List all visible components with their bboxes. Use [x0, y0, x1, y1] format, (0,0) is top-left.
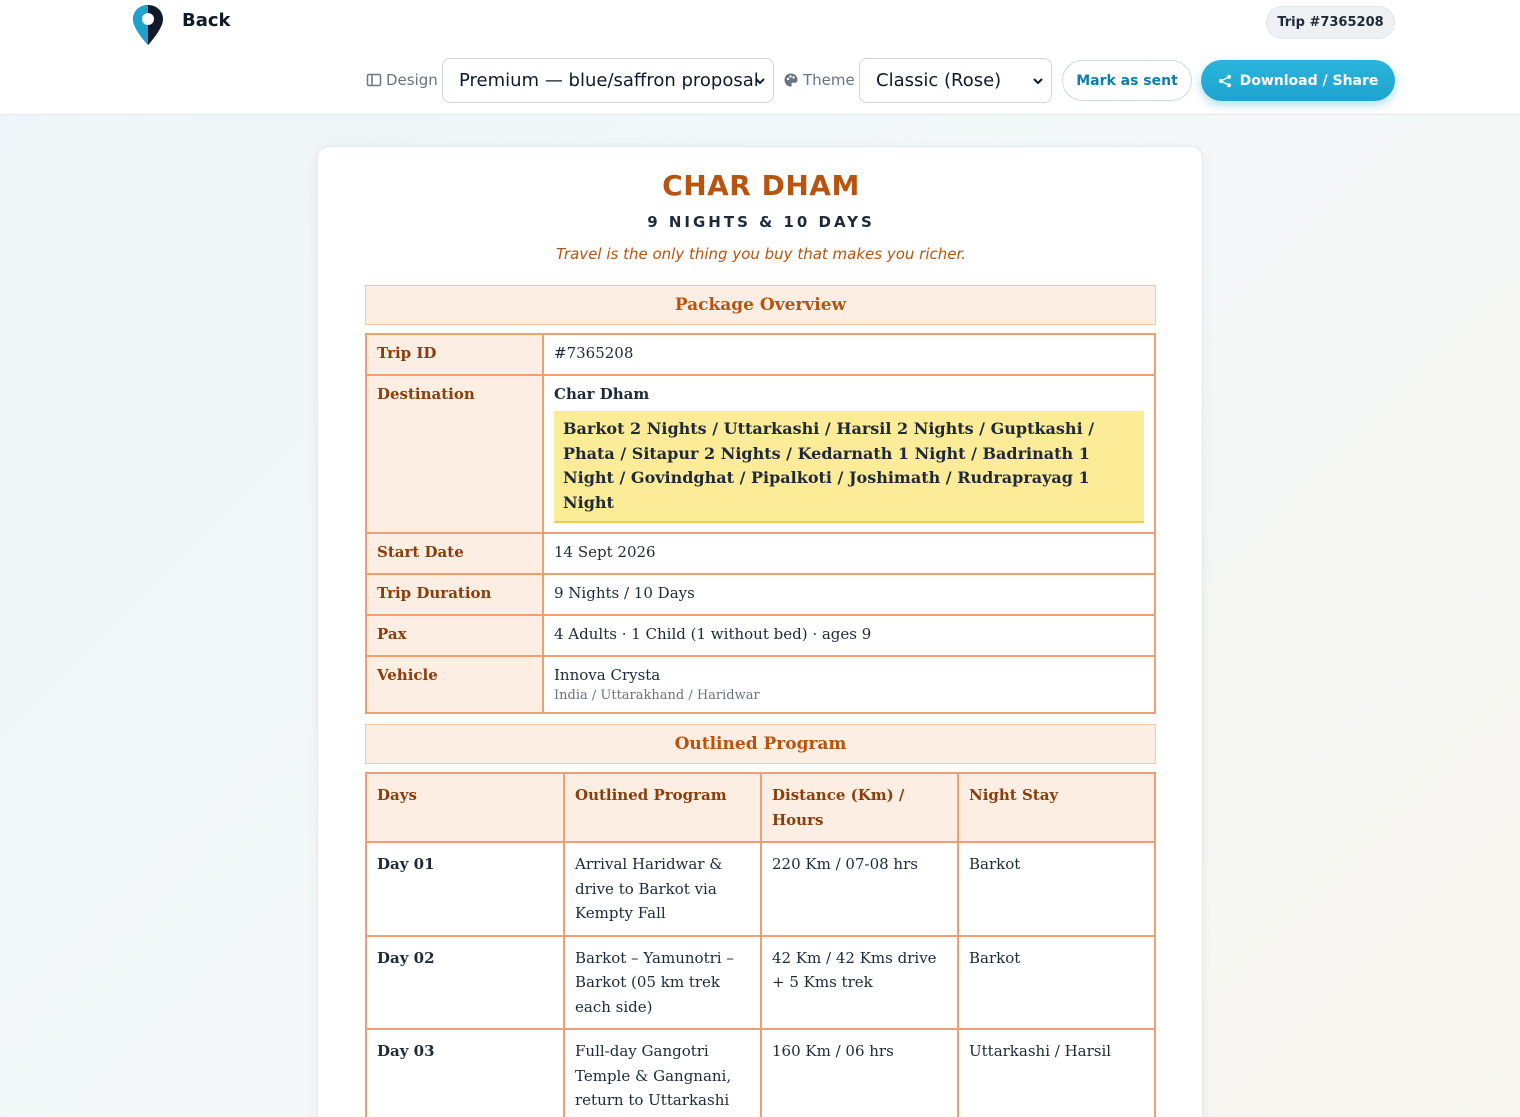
table-row: [366, 574, 1155, 615]
column-header: Days: [366, 773, 564, 842]
trip-id-badge: Trip #7365208: [1266, 6, 1395, 39]
table-row: [366, 334, 1155, 375]
destination-cell: [543, 375, 1155, 533]
column-header: Outlined Program: [564, 773, 761, 842]
vehicle-cell: [543, 656, 1155, 713]
column-header: Night Stay: [958, 773, 1155, 842]
table-row: [366, 615, 1155, 656]
day-cell: Day 01: [366, 842, 564, 936]
day-cell: Day 02: [366, 936, 564, 1030]
pax-value: 4 Adults · 1 Child (1 without bed) · ages 9: [543, 615, 1155, 656]
start-date-value: 14 Sept 2026: [543, 533, 1155, 574]
design-select[interactable]: [442, 58, 774, 103]
layout-icon: [366, 72, 382, 88]
table-row: [366, 936, 1155, 1030]
table-row: [366, 1029, 1155, 1117]
day-cell: Day 03: [366, 1029, 564, 1117]
destination-label: Destination: [366, 375, 543, 533]
theme-label: [783, 70, 855, 90]
mark-as-sent-button[interactable]: Mark as sent: [1062, 60, 1192, 101]
outlined-program-heading: Outlined Program: [365, 724, 1156, 764]
download-share-button[interactable]: [1201, 60, 1395, 101]
trip-duration-subtitle: 9 NIGHTS & 10 DAYS: [647, 213, 875, 231]
trip-id-label: Trip ID: [366, 334, 543, 375]
destination-value: Char Dham: [554, 385, 650, 403]
design-label-text: Design: [386, 71, 438, 89]
trip-id-value: #7365208: [543, 334, 1155, 375]
night-stay-cell: Barkot: [958, 936, 1155, 1030]
table-row: [366, 375, 1155, 533]
table-row: [366, 656, 1155, 713]
back-link[interactable]: Back: [182, 10, 231, 31]
package-overview-table: [365, 333, 1156, 714]
program-cell: Barkot – Yamunotri – Barkot (05 km trek each side): [564, 936, 761, 1030]
column-header: Distance (Km) / Hours: [761, 773, 958, 842]
vehicle-value: Innova Crysta: [554, 666, 661, 684]
share-icon: [1218, 74, 1232, 88]
table-row: [366, 842, 1155, 936]
download-share-label: Download / Share: [1239, 72, 1379, 89]
pax-label: Pax: [366, 615, 543, 656]
location-path: India / Uttarakhand / Haridwar: [554, 688, 760, 703]
chevron-down-icon: [1031, 74, 1045, 88]
program-cell: Full-day Gangotri Temple & Gangnani, return to Uttarkashi: [564, 1029, 761, 1117]
distance-cell: 42 Km / 42 Kms drive + 5 Kms trek: [761, 936, 958, 1030]
top-toolbar: [0, 0, 1520, 115]
chevron-down-icon: [753, 74, 767, 88]
trip-duration-value: 9 Nights / 10 Days: [543, 574, 1155, 615]
night-stay-cell: Barkot: [958, 842, 1155, 936]
distance-cell: 220 Km / 07-08 hrs: [761, 842, 958, 936]
program-cell: Arrival Haridwar & drive to Barkot via Kempty Fall: [564, 842, 761, 936]
theme-select-value: Classic (Rose): [876, 70, 1002, 91]
start-date-label: Start Date: [366, 533, 543, 574]
theme-select[interactable]: [859, 58, 1052, 103]
table-row: [366, 533, 1155, 574]
route-highlight: Barkot 2 Nights / Uttarkashi / Harsil 2 Nights / Guptkashi / Phata / Sitapur 2 Nights / Kedarnath 1 Night / Badrinath 1 Night / Govindghat / Pipalkoti / Joshimath / Rudraprayag 1 Night: [554, 411, 1144, 523]
vehicle-label: Vehicle: [366, 656, 543, 713]
design-label: [366, 70, 438, 90]
page-title: CHAR DHAM: [662, 169, 860, 202]
theme-label-text: Theme: [803, 71, 855, 89]
night-stay-cell: Uttarkashi / Harsil: [958, 1029, 1155, 1117]
package-overview-heading: Package Overview: [365, 285, 1156, 325]
distance-cell: 160 Km / 06 hrs: [761, 1029, 958, 1117]
table-header-row: [366, 773, 1155, 842]
trip-duration-label: Trip Duration: [366, 574, 543, 615]
tagline: Travel is the only thing you buy that makes you richer.: [555, 245, 967, 263]
design-select-value: Premium — blue/saffron proposal: [459, 70, 759, 91]
palette-icon: [783, 72, 799, 88]
location-pin-logo-icon[interactable]: [131, 4, 165, 46]
proposal-document: [317, 146, 1203, 1117]
outlined-program-table: [365, 772, 1156, 1117]
